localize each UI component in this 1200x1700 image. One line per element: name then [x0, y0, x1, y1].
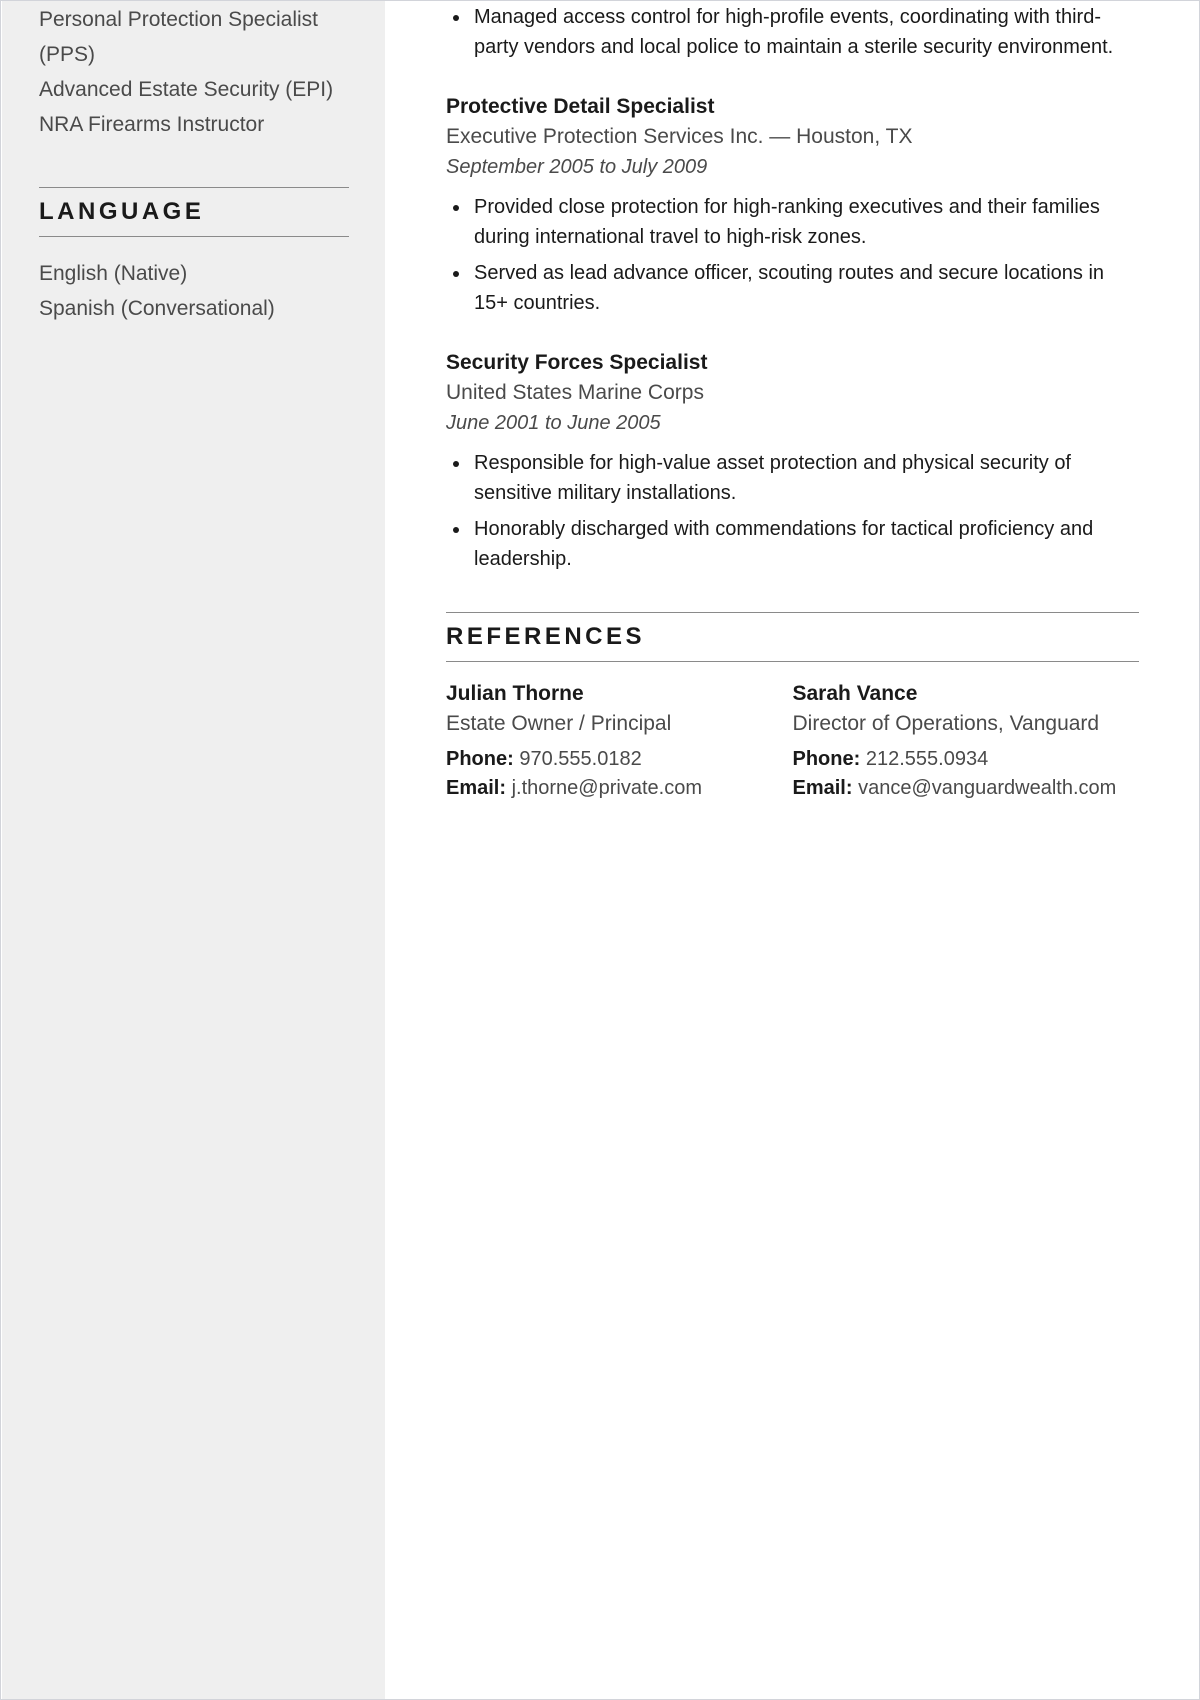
- job-company: Executive Protection Services Inc. — Houston, TX: [446, 125, 913, 148]
- language-item: English (Native): [39, 262, 188, 285]
- phone-value: 970.555.0182: [519, 748, 642, 770]
- bullet-item: Served as lead advance officer, scouting routes and secure locations in 15+ countries.: [474, 258, 1139, 318]
- email-value: j.thorne@private.com: [511, 777, 702, 799]
- job-bullets: [446, 192, 1139, 318]
- language-list: [39, 256, 349, 326]
- reference-role: Director of Operations, Vanguard: [792, 712, 1100, 735]
- job-company: United States Marine Corps: [446, 381, 704, 404]
- email-label: Email:: [446, 777, 507, 799]
- phone-value: 212.555.0934: [865, 748, 989, 770]
- reference-phone: [446, 745, 793, 774]
- bullet-item: Responsible for high-value asset protection and physical security of sensitive military installations.: [474, 448, 1139, 508]
- email-value: vance@vanguardwealth.com: [858, 777, 1117, 799]
- sidebar: [2, 1, 385, 1699]
- bullet-item: Honorably discharged with commendations for tactical proficiency and leadership.: [474, 514, 1139, 574]
- reference-role: Estate Owner / Principal: [446, 712, 672, 735]
- section-divider: [39, 236, 349, 237]
- phone-label: Phone:: [446, 748, 514, 770]
- job-dates: September 2005 to July 2009: [446, 156, 708, 178]
- references-grid: [446, 679, 1139, 803]
- language-section: [39, 187, 349, 326]
- section-divider: [446, 661, 1139, 662]
- certifications-list: [39, 2, 349, 142]
- reference-card: [793, 679, 1140, 803]
- reference-email: [446, 774, 793, 803]
- job-bullets: [446, 448, 1139, 574]
- references-heading: REFERENCES: [446, 623, 646, 650]
- bullet-item: Provided close protection for high-ranking executives and their families during international travel to high-risk zones.: [474, 192, 1139, 252]
- language-heading: LANGUAGE: [39, 198, 205, 225]
- job-dates: June 2001 to June 2005: [446, 412, 661, 434]
- job-entry: [446, 92, 1139, 318]
- email-label: Email:: [792, 777, 853, 799]
- certification-item: NRA Firearms Instructor: [39, 113, 265, 136]
- main-content: [385, 1, 1199, 1699]
- language-item: Spanish (Conversational): [39, 297, 275, 320]
- job-title: Protective Detail Specialist: [446, 95, 715, 118]
- carryover-bullets: [446, 2, 1139, 62]
- job-title: Security Forces Specialist: [446, 351, 708, 374]
- references-section: [446, 612, 1139, 803]
- bullet-item: Managed access control for high-profile events, coordinating with third-party vendors and local police to maintain a sterile security environment.: [474, 2, 1139, 62]
- reference-phone: [793, 745, 1140, 774]
- certification-item: Advanced Estate Security (EPI): [39, 78, 334, 101]
- phone-label: Phone:: [792, 748, 861, 770]
- certification-item: Personal Protection Specialist: [39, 8, 318, 31]
- certification-item: (PPS): [39, 43, 96, 66]
- job-entry: [446, 348, 1139, 574]
- reference-name: Julian Thorne: [446, 682, 584, 705]
- reference-email: [793, 774, 1140, 803]
- reference-card: [446, 679, 793, 803]
- reference-name: Sarah Vance: [792, 682, 918, 705]
